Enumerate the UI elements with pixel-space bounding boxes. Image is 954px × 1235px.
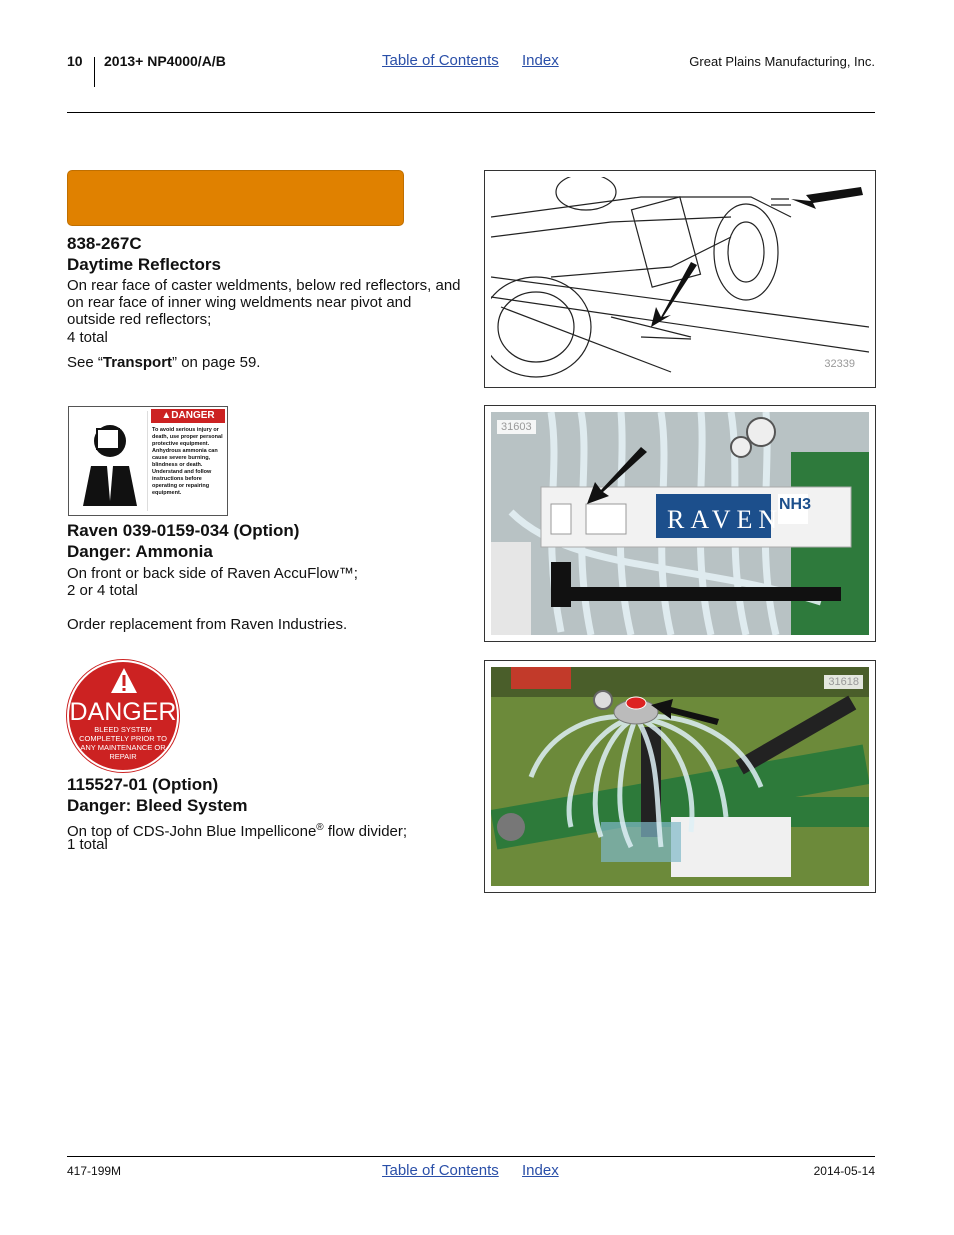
section-1-name: Daytime Reflectors — [67, 255, 222, 274]
header-rule — [67, 112, 875, 113]
section-3-count: 1 total — [67, 836, 108, 853]
footer-rule — [67, 1156, 875, 1157]
section-1-description: On rear face of caster weldments, below red reflectors, and on rear face of inner wing weldments near pivot and outside red reflectors; — [67, 277, 461, 328]
face-shield-pictogram-icon — [73, 411, 147, 511]
company-name: Great Plains Manufacturing, Inc. — [689, 54, 875, 69]
caster-line-drawing — [491, 177, 869, 381]
reflector-decal-swatch — [67, 170, 404, 226]
ppe-pictogram — [73, 411, 148, 511]
header-toc-link[interactable]: Table of Contents — [382, 52, 499, 69]
bleed-decal-header: DANGER — [69, 698, 177, 726]
section-1-see-reference: See “Transport” on page 59. — [67, 354, 261, 371]
warning-triangle-icon — [109, 666, 139, 696]
doc-number: 417-199M — [67, 1164, 122, 1178]
section-2-count: 2 or 4 total — [67, 582, 138, 599]
ammonia-decal-header: ▲DANGER — [151, 409, 225, 423]
line-drawing — [491, 177, 869, 381]
bleed-system-danger-decal — [67, 660, 179, 772]
section-3-name: Danger: Bleed System — [67, 796, 248, 815]
figure-31603 — [484, 405, 876, 642]
page-number: 10 — [67, 53, 83, 69]
figure-1-number: 32339 — [820, 357, 859, 371]
impellicone-photo — [491, 667, 869, 886]
raven-brand-text: RAVEN — [667, 505, 784, 534]
transport-reference[interactable]: Transport — [102, 354, 173, 371]
section-1-part-number: 838-267C — [67, 234, 142, 253]
section-1-count: 4 total — [67, 329, 108, 346]
figure-3-number: 31618 — [824, 675, 863, 689]
raven-photo — [491, 412, 869, 635]
flow-divider-photo — [491, 667, 869, 886]
header-index-link[interactable]: Index — [522, 52, 559, 69]
doc-title: 2013+ NP4000/A/B — [104, 53, 226, 69]
figure-2-number: 31603 — [497, 420, 536, 434]
ammonia-danger-decal — [68, 406, 228, 516]
section-2-note: Order replacement from Raven Industries. — [67, 616, 348, 633]
section-2-name: Danger: Ammonia — [67, 542, 213, 561]
section-2-part-number: Raven 039-0159-034 (Option) — [67, 521, 300, 540]
section-2-description: On front or back side of Raven AccuFlow™; — [67, 565, 358, 582]
ammonia-decal-text: To avoid serious injury or death, use proper personal protective equipment. Anhydrous ammonia can cause severe burning, blindness or death. Understand and follow instructions before operating or repairing equipment. — [152, 427, 223, 496]
bleed-decal-text: BLEED SYSTEM COMPLETELY PRIOR TO ANY MAINTENANCE OR REPAIR — [79, 725, 167, 761]
warning-triangle-icon: ▲ — [161, 410, 172, 421]
footer-date: 2014-05-14 — [813, 1164, 875, 1178]
footer-index-link[interactable]: Index — [522, 1162, 559, 1179]
section-3-part-number: 115527-01 (Option) — [67, 775, 219, 794]
footer-toc-link[interactable]: Table of Contents — [382, 1162, 499, 1179]
nh3-label: NH3 — [779, 496, 812, 513]
figure-32339 — [484, 170, 876, 388]
header-divider — [94, 57, 95, 87]
figure-31618 — [484, 660, 876, 893]
section-3-description: On top of CDS-John Blue Impellicone® flow divider; — [67, 822, 408, 840]
